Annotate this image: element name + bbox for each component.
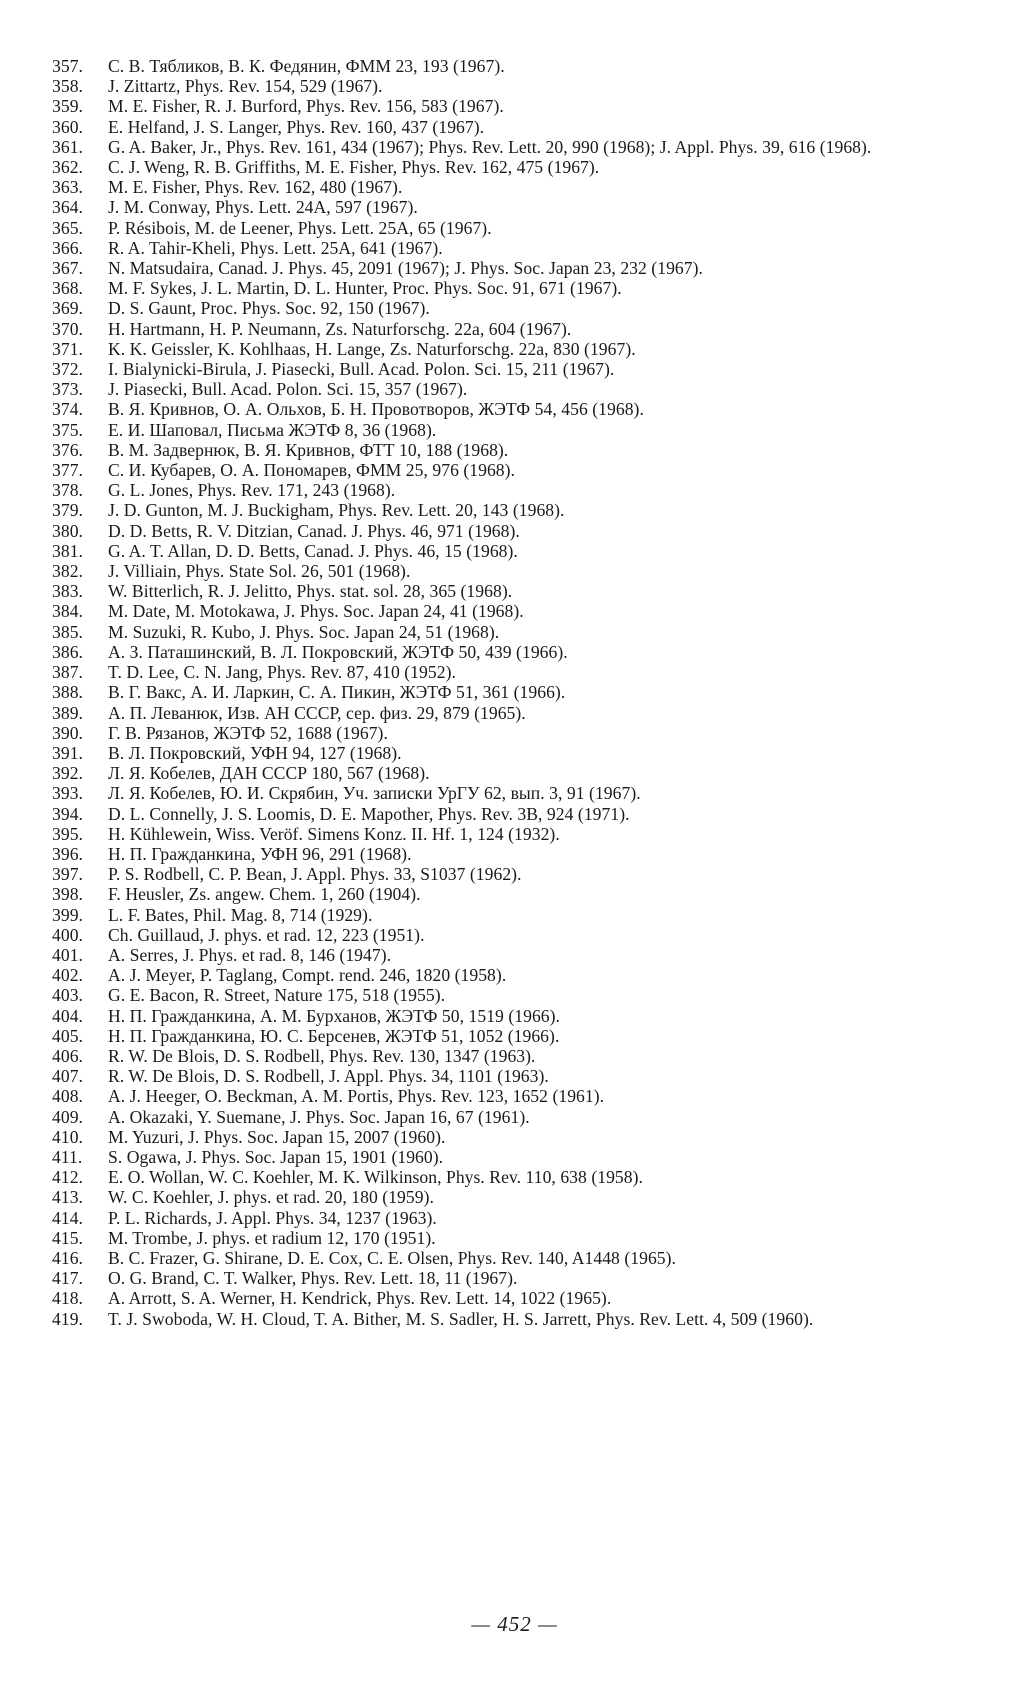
reference-number: 373. — [52, 379, 83, 400]
reference-text: K. K. Geissler, K. Kohlhaas, H. Lange, Zs. Naturforschg. 22a, 830 (1967). — [108, 338, 636, 359]
reference-text: Е. И. Шаповал, Письма ЖЭТФ 8, 36 (1968). — [108, 419, 437, 440]
reference-item — [52, 541, 964, 561]
reference-number: 367. — [52, 258, 83, 279]
reference-item — [52, 298, 964, 318]
reference-text: W. C. Koehler, J. phys. et rad. 20, 180 (1959). — [108, 1187, 434, 1208]
reference-number: 371. — [52, 338, 83, 359]
reference-number: 389. — [52, 702, 83, 723]
reference-number: 413. — [52, 1187, 83, 1208]
reference-item — [52, 884, 964, 904]
reference-text: A. Okazaki, Y. Suemane, J. Phys. Soc. Japan 16, 67 (1961). — [108, 1106, 530, 1127]
reference-text: Г. В. Рязанов, ЖЭТФ 52, 1688 (1967). — [108, 722, 388, 743]
reference-item — [52, 1167, 964, 1187]
reference-text: T. D. Lee, C. N. Jang, Phys. Rev. 87, 410 (1952). — [108, 662, 456, 683]
reference-list — [52, 56, 964, 1329]
reference-text: E. O. Wollan, W. C. Koehler, M. K. Wilkinson, Phys. Rev. 110, 638 (1958). — [108, 1167, 643, 1188]
reference-item — [52, 1066, 964, 1086]
reference-number: 378. — [52, 480, 83, 501]
reference-item — [52, 1107, 964, 1127]
reference-text: T. J. Swoboda, W. H. Cloud, T. A. Bither, M. S. Sadler, H. S. Jarrett, Phys. Rev. Lett. 4, 509 (1960). — [108, 1308, 814, 1329]
reference-item — [52, 1208, 964, 1228]
reference-number: 374. — [52, 399, 83, 420]
reference-text: А. П. Леванюк, Изв. АН СССР, сер. физ. 29, 879 (1965). — [108, 702, 526, 723]
reference-number: 404. — [52, 1005, 83, 1026]
reference-number: 377. — [52, 460, 83, 481]
reference-text: O. G. Brand, C. T. Walker, Phys. Rev. Lett. 18, 11 (1967). — [108, 1268, 518, 1289]
reference-text: G. L. Jones, Phys. Rev. 171, 243 (1968). — [108, 480, 396, 501]
page-number: — 452 — — [471, 1612, 558, 1636]
reference-item — [52, 985, 964, 1005]
reference-number: 418. — [52, 1288, 83, 1309]
reference-text: A. Serres, J. Phys. et rad. 8, 146 (1947). — [108, 944, 392, 965]
reference-number: 376. — [52, 439, 83, 460]
reference-item — [52, 945, 964, 965]
reference-item — [52, 804, 964, 824]
reference-text: J. D. Gunton, M. J. Buckigham, Phys. Rev. Lett. 20, 143 (1968). — [108, 500, 565, 521]
reference-text: J. M. Conway, Phys. Lett. 24A, 597 (1967). — [108, 197, 418, 218]
reference-text: С. В. Тябликов, В. К. Федянин, ФММ 23, 193 (1967). — [108, 56, 505, 76]
reference-item — [52, 359, 964, 379]
reference-text: J. Piasecki, Bull. Acad. Polon. Sci. 15, 357 (1967). — [108, 379, 468, 400]
reference-number: 357. — [52, 56, 83, 76]
reference-number: 366. — [52, 237, 83, 258]
reference-number: 402. — [52, 965, 83, 986]
reference-text: Н. П. Гражданкина, Ю. С. Берсенев, ЖЭТФ 51, 1052 (1966). — [108, 1025, 560, 1046]
reference-item — [52, 783, 964, 803]
reference-text: E. Helfand, J. S. Langer, Phys. Rev. 160, 437 (1967). — [108, 116, 485, 137]
reference-number: 414. — [52, 1207, 83, 1228]
reference-item — [52, 56, 964, 76]
reference-item — [52, 1288, 964, 1308]
reference-number: 381. — [52, 540, 83, 561]
reference-number: 379. — [52, 500, 83, 521]
reference-text: В. М. Задвернюк, В. Я. Кривнов, ФТТ 10, 188 (1968). — [108, 439, 509, 460]
reference-number: 390. — [52, 722, 83, 743]
reference-number: 360. — [52, 116, 83, 137]
reference-number: 400. — [52, 924, 83, 945]
reference-item — [52, 177, 964, 197]
reference-text: S. Ogawa, J. Phys. Soc. Japan 15, 1901 (1960). — [108, 1146, 444, 1167]
reference-item — [52, 642, 964, 662]
reference-number: 361. — [52, 136, 83, 157]
reference-item — [52, 197, 964, 217]
reference-number: 396. — [52, 843, 83, 864]
reference-text: P. S. Rodbell, C. P. Bean, J. Appl. Phys. 33, S1037 (1962). — [108, 864, 522, 885]
reference-item — [52, 703, 964, 723]
reference-text: D. S. Gaunt, Proc. Phys. Soc. 92, 150 (1967). — [108, 298, 430, 319]
reference-text: B. C. Frazer, G. Shirane, D. E. Cox, C. E. Olsen, Phys. Rev. 140, A1448 (1965). — [108, 1247, 676, 1268]
reference-text: В. Г. Вакс, А. И. Ларкин, С. А. Пикин, ЖЭТФ 51, 361 (1966). — [108, 682, 566, 703]
reference-item — [52, 218, 964, 238]
reference-item — [52, 1309, 964, 1329]
reference-number: 365. — [52, 217, 83, 238]
reference-number: 364. — [52, 197, 83, 218]
reference-item — [52, 339, 964, 359]
reference-item — [52, 844, 964, 864]
reference-item — [52, 763, 964, 783]
reference-text: Л. Я. Кобелев, Ю. И. Скрябин, Уч. записки УрГУ 62, вып. 3, 91 (1967). — [108, 783, 641, 804]
reference-item — [52, 925, 964, 945]
reference-text: A. J. Meyer, P. Taglang, Compt. rend. 246, 1820 (1958). — [108, 965, 507, 986]
reference-text: H. Hartmann, H. P. Neumann, Zs. Naturforschg. 22a, 604 (1967). — [108, 318, 572, 339]
reference-number: 368. — [52, 278, 83, 299]
reference-text: Ch. Guillaud, J. phys. et rad. 12, 223 (1951). — [108, 924, 425, 945]
reference-item — [52, 1026, 964, 1046]
reference-text: A. J. Heeger, O. Beckman, A. M. Portis, Phys. Rev. 123, 1652 (1961). — [108, 1086, 605, 1107]
reference-item — [52, 1147, 964, 1167]
reference-text: D. L. Connelly, J. S. Loomis, D. E. Mapother, Phys. Rev. 3B, 924 (1971). — [108, 803, 630, 824]
reference-number: 409. — [52, 1106, 83, 1127]
reference-text: H. Kühlewein, Wiss. Veröf. Simens Konz. II. Hf. 1, 124 (1932). — [108, 823, 560, 844]
reference-number: 387. — [52, 662, 83, 683]
reference-number: 415. — [52, 1227, 83, 1248]
reference-item — [52, 1086, 964, 1106]
reference-text: J. Zittartz, Phys. Rev. 154, 529 (1967). — [108, 76, 383, 97]
reference-number: 362. — [52, 157, 83, 178]
reference-text: G. E. Bacon, R. Street, Nature 175, 518 (1955). — [108, 985, 446, 1006]
reference-item — [52, 662, 964, 682]
reference-text: N. Matsudaira, Canad. J. Phys. 45, 2091 (1967); J. Phys. Soc. Japan 23, 232 (1967). — [108, 258, 703, 279]
reference-number: 359. — [52, 96, 83, 117]
reference-item — [52, 1006, 964, 1026]
reference-number: 386. — [52, 641, 83, 662]
reference-number: 369. — [52, 298, 83, 319]
reference-item — [52, 1248, 964, 1268]
reference-number: 419. — [52, 1308, 83, 1329]
reference-number: 397. — [52, 864, 83, 885]
reference-number: 375. — [52, 419, 83, 440]
reference-number: 372. — [52, 359, 83, 380]
reference-text: Н. П. Гражданкина, УФН 96, 291 (1968). — [108, 843, 412, 864]
reference-item — [52, 561, 964, 581]
reference-number: 399. — [52, 904, 83, 925]
reference-item — [52, 96, 964, 116]
reference-number: 417. — [52, 1268, 83, 1289]
reference-text: M. Trombe, J. phys. et radium 12, 170 (1951). — [108, 1227, 436, 1248]
reference-item — [52, 622, 964, 642]
reference-number: 383. — [52, 581, 83, 602]
reference-item — [52, 581, 964, 601]
reference-item — [52, 157, 964, 177]
reference-number: 391. — [52, 742, 83, 763]
reference-item — [52, 480, 964, 500]
reference-item — [52, 460, 964, 480]
reference-item — [52, 420, 964, 440]
reference-number: 385. — [52, 621, 83, 642]
reference-text: F. Heusler, Zs. angew. Chem. 1, 260 (1904). — [108, 884, 421, 905]
reference-item — [52, 1268, 964, 1288]
reference-item — [52, 500, 964, 520]
reference-item — [52, 76, 964, 96]
reference-item — [52, 440, 964, 460]
reference-number: 393. — [52, 783, 83, 804]
reference-text: M. F. Sykes, J. L. Martin, D. L. Hunter, Proc. Phys. Soc. 91, 671 (1967). — [108, 278, 622, 299]
reference-text: R. W. De Blois, D. S. Rodbell, Phys. Rev. 130, 1347 (1963). — [108, 1045, 536, 1066]
reference-text: J. Villiain, Phys. State Sol. 26, 501 (1968). — [108, 561, 411, 582]
reference-number: 382. — [52, 561, 83, 582]
reference-text: M. Date, M. Motokawa, J. Phys. Soc. Japan 24, 41 (1968). — [108, 601, 524, 622]
reference-item — [52, 117, 964, 137]
reference-item — [52, 319, 964, 339]
reference-item — [52, 743, 964, 763]
reference-number: 406. — [52, 1045, 83, 1066]
reference-number: 405. — [52, 1025, 83, 1046]
reference-text: D. D. Betts, R. V. Ditzian, Canad. J. Phys. 46, 971 (1968). — [108, 520, 520, 541]
reference-item — [52, 521, 964, 541]
reference-number: 358. — [52, 76, 83, 97]
reference-number: 401. — [52, 944, 83, 965]
reference-text: С. И. Кубарев, О. А. Пономарев, ФММ 25, 976 (1968). — [108, 460, 516, 481]
reference-item — [52, 864, 964, 884]
reference-number: 394. — [52, 803, 83, 824]
reference-item — [52, 379, 964, 399]
reference-item — [52, 682, 964, 702]
reference-text: M. E. Fisher, R. J. Burford, Phys. Rev. 156, 583 (1967). — [108, 96, 504, 117]
reference-text: M. Suzuki, R. Kubo, J. Phys. Soc. Japan 24, 51 (1968). — [108, 621, 500, 642]
reference-item — [52, 1046, 964, 1066]
reference-number: 388. — [52, 682, 83, 703]
reference-text: P. Résibois, M. de Leener, Phys. Lett. 25A, 65 (1967). — [108, 217, 492, 238]
reference-item — [52, 137, 964, 157]
reference-text: C. J. Weng, R. B. Griffiths, M. E. Fisher, Phys. Rev. 162, 475 (1967). — [108, 157, 600, 178]
reference-item — [52, 258, 964, 278]
reference-number: 398. — [52, 884, 83, 905]
reference-item — [52, 723, 964, 743]
reference-text: P. L. Richards, J. Appl. Phys. 34, 1237 (1963). — [108, 1207, 437, 1228]
reference-number: 380. — [52, 520, 83, 541]
reference-number: 395. — [52, 823, 83, 844]
reference-text: Л. Я. Кобелев, ДАН СССР 180, 567 (1968). — [108, 763, 430, 784]
reference-number: 416. — [52, 1247, 83, 1268]
reference-item — [52, 1228, 964, 1248]
reference-text: M. E. Fisher, Phys. Rev. 162, 480 (1967). — [108, 177, 403, 198]
reference-text: R. A. Tahir-Kheli, Phys. Lett. 25A, 641 (1967). — [108, 237, 443, 258]
reference-item — [52, 1127, 964, 1147]
reference-item — [52, 278, 964, 298]
reference-text: W. Bitterlich, R. J. Jelitto, Phys. stat. sol. 28, 365 (1968). — [108, 581, 513, 602]
reference-item — [52, 238, 964, 258]
reference-text: M. Yuzuri, J. Phys. Soc. Japan 15, 2007 (1960). — [108, 1126, 446, 1147]
reference-text: А. З. Паташинский, В. Л. Покровский, ЖЭТФ 50, 439 (1966). — [108, 641, 568, 662]
reference-text: В. Я. Кривнов, О. А. Ольхов, Б. Н. Провотворов, ЖЭТФ 54, 456 (1968). — [108, 399, 644, 420]
reference-number: 408. — [52, 1086, 83, 1107]
reference-text: I. Bialynicki-Birula, J. Piasecki, Bull. Acad. Polon. Sci. 15, 211 (1967). — [108, 359, 615, 380]
reference-text: A. Arrott, S. A. Werner, H. Kendrick, Phys. Rev. Lett. 14, 1022 (1965). — [108, 1288, 612, 1309]
reference-text: В. Л. Покровский, УФН 94, 127 (1968). — [108, 742, 402, 763]
reference-number: 410. — [52, 1126, 83, 1147]
reference-item — [52, 905, 964, 925]
reference-number: 407. — [52, 1066, 83, 1087]
reference-text: L. F. Bates, Phil. Mag. 8, 714 (1929). — [108, 904, 373, 925]
reference-text: Н. П. Гражданкина, А. М. Бурханов, ЖЭТФ 50, 1519 (1966). — [108, 1005, 560, 1026]
reference-text: G. A. T. Allan, D. D. Betts, Canad. J. Phys. 46, 15 (1968). — [108, 540, 518, 561]
reference-number: 412. — [52, 1167, 83, 1188]
reference-number: 411. — [52, 1146, 83, 1167]
reference-number: 370. — [52, 318, 83, 339]
reference-number: 363. — [52, 177, 83, 198]
reference-number: 403. — [52, 985, 83, 1006]
reference-item — [52, 965, 964, 985]
reference-item — [52, 399, 964, 419]
reference-item — [52, 601, 964, 621]
reference-number: 384. — [52, 601, 83, 622]
reference-item — [52, 1187, 964, 1207]
reference-number: 392. — [52, 763, 83, 784]
reference-item — [52, 824, 964, 844]
reference-text: G. A. Baker, Jr., Phys. Rev. 161, 434 (1967); Phys. Rev. Lett. 20, 990 (1968); J. Appl. Phys. 39, 616 (1968). — [108, 136, 872, 157]
reference-text: R. W. De Blois, D. S. Rodbell, J. Appl. Phys. 34, 1101 (1963). — [108, 1066, 549, 1087]
